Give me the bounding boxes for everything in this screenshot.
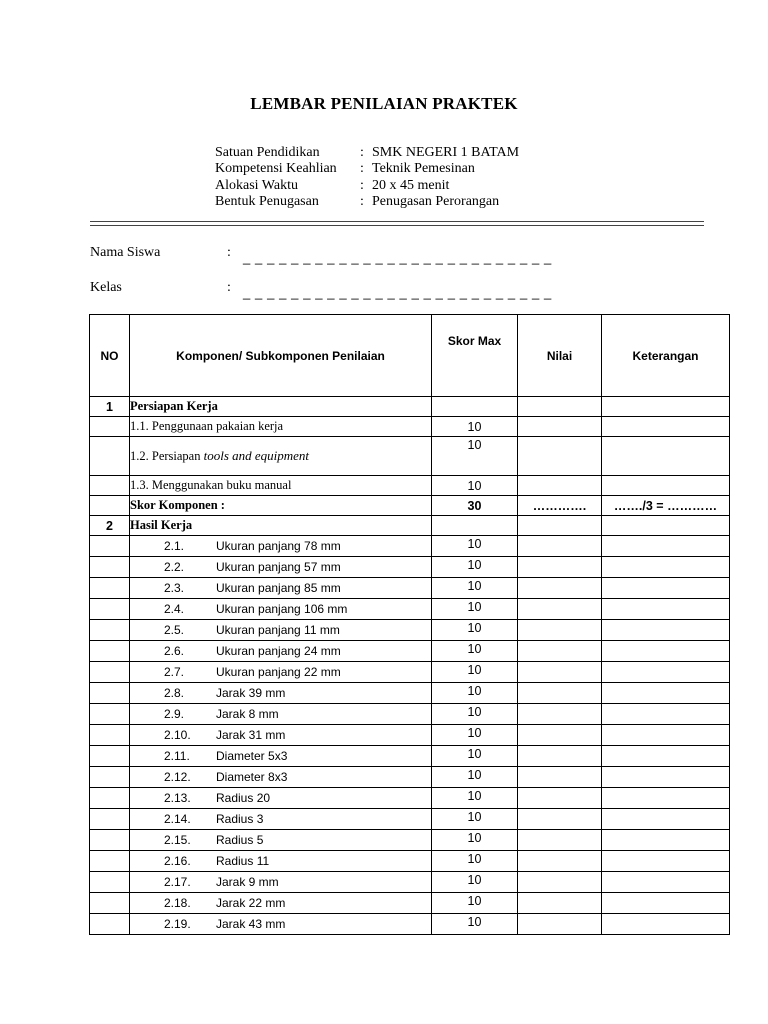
item-label: Diameter 5x3: [216, 749, 288, 763]
divider-line-bottom: [90, 225, 704, 226]
nilai-cell[interactable]: [518, 809, 602, 830]
nilai-cell[interactable]: [518, 872, 602, 893]
row-label-cell: [130, 683, 432, 704]
section-number: 2: [90, 516, 130, 536]
section-row: [90, 397, 730, 417]
item-number: 2.1.: [164, 539, 185, 553]
score-cell: 10: [432, 683, 518, 704]
item-label: Radius 20: [216, 791, 271, 805]
score-cell: 10: [432, 641, 518, 662]
item-number: 2.19.: [164, 917, 191, 931]
row-label-cell: [130, 536, 432, 557]
total-nilai[interactable]: ………….: [518, 496, 602, 516]
nilai-cell[interactable]: [518, 914, 602, 935]
info-colon: :: [360, 161, 364, 177]
nilai-cell[interactable]: [518, 516, 602, 536]
row-label-cell: [130, 599, 432, 620]
item-number: 2.3.: [164, 581, 185, 595]
nilai-cell[interactable]: [518, 851, 602, 872]
keterangan-cell[interactable]: [602, 851, 730, 872]
no-cell: [90, 536, 130, 557]
nilai-cell[interactable]: [518, 397, 602, 417]
no-cell: [90, 809, 130, 830]
row-label-cell: [130, 872, 432, 893]
item-number: 2.2.: [164, 560, 185, 574]
keterangan-cell[interactable]: [602, 914, 730, 935]
no-cell: [90, 599, 130, 620]
header-no: NO: [90, 315, 130, 397]
table-row: [90, 893, 730, 914]
table-row: [90, 851, 730, 872]
row-label-cell: [130, 437, 432, 476]
no-cell: [90, 641, 130, 662]
item-number: 2.14.: [164, 812, 191, 826]
item-number: 2.10.: [164, 728, 191, 742]
nilai-cell[interactable]: [518, 746, 602, 767]
score-cell: 10: [432, 809, 518, 830]
row-label-cell: [130, 893, 432, 914]
no-cell: [90, 872, 130, 893]
keterangan-cell[interactable]: [602, 578, 730, 599]
score-cell: 10: [432, 557, 518, 578]
no-cell: [90, 704, 130, 725]
row-label-cell: [130, 725, 432, 746]
row-label-cell: [130, 557, 432, 578]
nilai-cell[interactable]: [518, 767, 602, 788]
info-label: Alokasi Waktu: [215, 177, 298, 193]
nilai-cell[interactable]: [518, 788, 602, 809]
total-keterangan[interactable]: ……./3 = …………: [602, 496, 730, 516]
no-cell: [90, 437, 130, 476]
score-cell: 10: [432, 704, 518, 725]
no-cell: [90, 557, 130, 578]
no-cell: [90, 914, 130, 935]
no-cell: [90, 683, 130, 704]
table-row: [90, 746, 730, 767]
score-cell: 10: [432, 788, 518, 809]
info-label: Bentuk Penugasan: [215, 193, 319, 209]
section-title: Persiapan Kerja: [130, 397, 432, 417]
no-cell: [90, 476, 130, 496]
field-label: Nama Siswa: [90, 245, 161, 260]
keterangan-cell[interactable]: [602, 704, 730, 725]
header-komponen: Komponen/ Subkomponen Penilaian: [130, 315, 432, 397]
item-label: Jarak 22 mm: [216, 896, 286, 910]
item-number: 2.7.: [164, 665, 185, 679]
no-cell: [90, 893, 130, 914]
info-value: Teknik Pemesinan: [372, 161, 475, 177]
row-label-cell: [130, 767, 432, 788]
keterangan-cell[interactable]: [602, 725, 730, 746]
score-cell: 10: [432, 767, 518, 788]
no-cell: [90, 725, 130, 746]
info-label: Kompetensi Keahlian: [215, 161, 337, 177]
table-row: [90, 662, 730, 683]
total-score: 30: [432, 496, 518, 516]
hasil-kerja-rows: [90, 536, 730, 935]
nilai-cell[interactable]: [518, 893, 602, 914]
no-cell: [90, 788, 130, 809]
nilai-cell[interactable]: [518, 476, 602, 496]
row-label: 1.2. Persiapan: [130, 449, 201, 463]
score-cell: 10: [432, 725, 518, 746]
info-row-satuan: [215, 145, 519, 161]
info-value: SMK NEGERI 1 BATAM: [372, 145, 520, 160]
info-value: Penugasan Perorangan: [372, 193, 500, 209]
item-number: 2.15.: [164, 833, 191, 847]
item-number: 2.4.: [164, 602, 185, 616]
score-cell: 10: [432, 893, 518, 914]
assessment-table: [89, 314, 730, 935]
item-number: 2.18.: [164, 896, 191, 910]
section-row: [90, 516, 730, 536]
item-label: Ukuran panjang 57 mm: [216, 560, 341, 574]
info-label: Satuan Pendidikan: [215, 145, 320, 160]
row-label-italic: tools and equipment: [203, 448, 310, 463]
item-label: Radius 3: [216, 812, 264, 826]
score-cell: 10: [432, 746, 518, 767]
total-label: Skor Komponen :: [130, 496, 432, 516]
table-row: [90, 704, 730, 725]
nilai-cell[interactable]: [518, 662, 602, 683]
table-row: [90, 620, 730, 641]
keterangan-cell[interactable]: [602, 620, 730, 641]
row-label-cell: [130, 809, 432, 830]
table-header-row: [90, 315, 730, 397]
keterangan-cell[interactable]: [602, 476, 730, 496]
row-label-cell: [130, 704, 432, 725]
info-colon: :: [360, 177, 364, 193]
info-row-kompetensi: [215, 161, 519, 177]
score-cell: [432, 516, 518, 536]
page-title: LEMBAR PENILAIAN PRAKTEK: [250, 94, 518, 113]
item-number: 2.17.: [164, 875, 191, 889]
item-label: Ukuran panjang 106 mm: [216, 602, 348, 616]
keterangan-cell[interactable]: [602, 767, 730, 788]
item-number: 2.16.: [164, 854, 191, 868]
table-row: [90, 557, 730, 578]
nilai-cell[interactable]: [518, 417, 602, 437]
table-row: [90, 725, 730, 746]
item-number: 2.13.: [164, 791, 191, 805]
score-cell: 10: [432, 599, 518, 620]
field-colon: :: [227, 280, 231, 295]
nilai-cell[interactable]: [518, 437, 602, 476]
table-row: [90, 767, 730, 788]
score-cell: 10: [432, 536, 518, 557]
nilai-cell[interactable]: [518, 830, 602, 851]
score-cell: 10: [432, 437, 518, 476]
item-label: Ukuran panjang 85 mm: [216, 581, 341, 595]
keterangan-cell[interactable]: [602, 872, 730, 893]
score-cell: 10: [432, 417, 518, 437]
table-row: [90, 872, 730, 893]
header-skor-max: Skor Max: [432, 315, 518, 397]
no-cell: [90, 746, 130, 767]
field-nama-siswa: [90, 244, 552, 265]
table-row: [90, 788, 730, 809]
score-cell: 10: [432, 872, 518, 893]
item-number: 2.5.: [164, 623, 185, 637]
item-label: Ukuran panjang 78 mm: [216, 539, 341, 553]
keterangan-cell[interactable]: [602, 830, 730, 851]
item-label: Jarak 39 mm: [216, 686, 286, 700]
header-keterangan: Keterangan: [602, 315, 730, 397]
table-row: [90, 578, 730, 599]
row-label-cell: [130, 641, 432, 662]
no-cell: [90, 830, 130, 851]
score-cell: 10: [432, 830, 518, 851]
table-row: [90, 536, 730, 557]
keterangan-cell[interactable]: [602, 683, 730, 704]
item-number: 2.11.: [164, 749, 190, 763]
keterangan-cell[interactable]: [602, 557, 730, 578]
total-row: [90, 496, 730, 516]
no-cell: [90, 662, 130, 683]
info-row-alokasi: [215, 178, 519, 194]
no-cell: [90, 417, 130, 437]
section-number: 1: [90, 397, 130, 417]
table-row: [90, 683, 730, 704]
nilai-cell[interactable]: [518, 620, 602, 641]
nama-siswa-blank-line[interactable]: _ _ _ _ _ _ _ _ _ _ _ _ _ _ _ _ _ _ _ _ _ _ _ _ _ _: [243, 250, 552, 265]
score-cell: 10: [432, 914, 518, 935]
keterangan-cell[interactable]: [602, 516, 730, 536]
info-colon: :: [360, 145, 364, 160]
row-label-cell: [130, 578, 432, 599]
row-label-cell: [130, 620, 432, 641]
info-value: 20 x 45 menit: [372, 177, 450, 193]
table-row: [90, 437, 730, 476]
nilai-cell[interactable]: [518, 704, 602, 725]
keterangan-cell[interactable]: [602, 662, 730, 683]
no-cell: [90, 496, 130, 516]
score-cell: 10: [432, 851, 518, 872]
nilai-cell[interactable]: [518, 641, 602, 662]
field-label: Kelas: [90, 280, 122, 295]
item-label: Diameter 8x3: [216, 770, 288, 784]
info-colon: :: [360, 193, 364, 209]
score-cell: 10: [432, 662, 518, 683]
field-kelas: [90, 279, 552, 300]
nilai-cell[interactable]: [518, 536, 602, 557]
keterangan-cell[interactable]: [602, 599, 730, 620]
row-label-cell: [130, 830, 432, 851]
row-label-cell: [130, 746, 432, 767]
no-cell: [90, 620, 130, 641]
keterangan-cell[interactable]: [602, 809, 730, 830]
table-row: [90, 809, 730, 830]
no-cell: [90, 851, 130, 872]
item-label: Jarak 31 mm: [216, 728, 286, 742]
header-nilai: Nilai: [518, 315, 602, 397]
row-label-cell: [130, 914, 432, 935]
keterangan-cell[interactable]: [602, 641, 730, 662]
kelas-blank-line[interactable]: _ _ _ _ _ _ _ _ _ _ _ _ _ _ _ _ _ _ _ _ _ _ _ _ _ _: [243, 285, 552, 300]
nilai-cell[interactable]: [518, 557, 602, 578]
item-number: 2.12.: [164, 770, 191, 784]
item-label: Ukuran panjang 24 mm: [216, 644, 341, 658]
keterangan-cell[interactable]: [602, 788, 730, 809]
table-row: [90, 417, 730, 437]
score-cell: [432, 397, 518, 417]
no-cell: [90, 578, 130, 599]
item-number: 2.9.: [164, 707, 185, 721]
table-row: [90, 830, 730, 851]
item-label: Jarak 9 mm: [216, 875, 279, 889]
table-row: [90, 641, 730, 662]
item-label: Jarak 8 mm: [216, 707, 279, 721]
section-title: Hasil Kerja: [130, 516, 432, 536]
item-number: 2.8.: [164, 686, 185, 700]
row-label-cell: [130, 788, 432, 809]
item-label: Radius 11: [216, 854, 270, 868]
row-label-cell: [130, 851, 432, 872]
keterangan-cell[interactable]: [602, 437, 730, 476]
divider-line-top: [90, 221, 704, 222]
row-label: 1.3. Menggunakan buku manual: [130, 476, 432, 496]
nilai-cell[interactable]: [518, 599, 602, 620]
table-row: [90, 914, 730, 935]
keterangan-cell[interactable]: [602, 893, 730, 914]
item-number: 2.6.: [164, 644, 185, 658]
item-label: Radius 5: [216, 833, 264, 847]
info-row-bentuk: [215, 194, 519, 210]
score-cell: 10: [432, 578, 518, 599]
keterangan-cell[interactable]: [602, 417, 730, 437]
row-label: 1.1. Penggunaan pakaian kerja: [130, 417, 432, 437]
keterangan-cell[interactable]: [602, 746, 730, 767]
field-colon: :: [227, 245, 231, 260]
score-cell: 10: [432, 620, 518, 641]
no-cell: [90, 767, 130, 788]
item-label: Jarak 43 mm: [216, 917, 286, 931]
keterangan-cell[interactable]: [602, 536, 730, 557]
score-cell: 10: [432, 476, 518, 496]
nilai-cell[interactable]: [518, 683, 602, 704]
nilai-cell[interactable]: [518, 578, 602, 599]
table-row: [90, 476, 730, 496]
info-block: [215, 145, 519, 210]
keterangan-cell[interactable]: [602, 397, 730, 417]
item-label: Ukuran panjang 11 mm: [216, 623, 340, 637]
table-row: [90, 599, 730, 620]
nilai-cell[interactable]: [518, 725, 602, 746]
item-label: Ukuran panjang 22 mm: [216, 665, 341, 679]
row-label-cell: [130, 662, 432, 683]
